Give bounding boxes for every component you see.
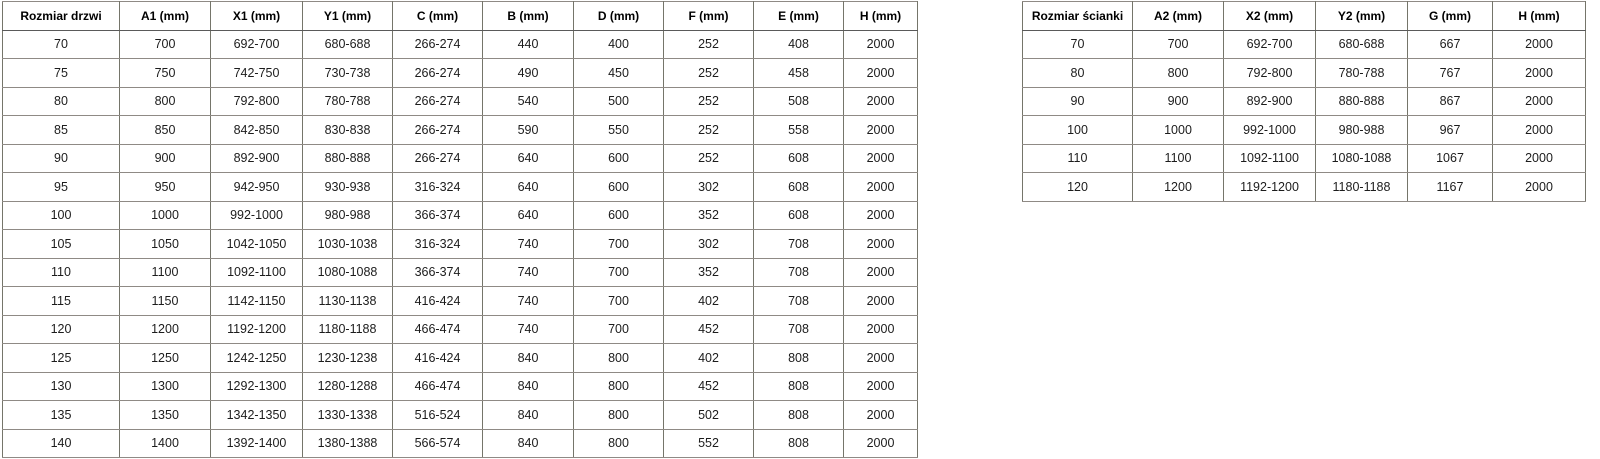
table-cell: 892-900 (1224, 87, 1316, 116)
table-cell: 808 (754, 401, 844, 430)
table-cell: 692-700 (1224, 30, 1316, 59)
table-cell: 452 (664, 372, 754, 401)
table-cell: 830-838 (303, 116, 393, 145)
doors-column-header: X1 (mm) (211, 2, 303, 31)
table-row (1023, 87, 1586, 116)
table-cell: 740 (483, 258, 574, 287)
table-cell: 600 (574, 144, 664, 173)
table-cell: 352 (664, 258, 754, 287)
table-cell: 1080-1088 (303, 258, 393, 287)
table-row (3, 173, 918, 202)
table-cell: 450 (574, 59, 664, 88)
table-cell: 1200 (1133, 173, 1224, 202)
table-cell: 1092-1100 (1224, 144, 1316, 173)
table-cell: 667 (1408, 30, 1493, 59)
table-cell: 780-788 (303, 87, 393, 116)
table-cell: 566-574 (393, 429, 483, 458)
table-cell: 1167 (1408, 173, 1493, 202)
table-cell: 708 (754, 287, 844, 316)
table-row (3, 59, 918, 88)
table-row (1023, 144, 1586, 173)
table-cell: 600 (574, 201, 664, 230)
table-cell: 1150 (120, 287, 211, 316)
table-cell: 2000 (844, 87, 918, 116)
doors-column-header: A1 (mm) (120, 2, 211, 31)
table-cell: 980-988 (303, 201, 393, 230)
doors-column-header: H (mm) (844, 2, 918, 31)
table-cell: 1192-1200 (211, 315, 303, 344)
table-cell: 266-274 (393, 59, 483, 88)
table-cell: 950 (120, 173, 211, 202)
table-cell: 2000 (844, 201, 918, 230)
walls-column-header: Y2 (mm) (1316, 2, 1408, 31)
table-cell: 90 (1023, 87, 1133, 116)
table-cell: 767 (1408, 59, 1493, 88)
table-cell: 75 (3, 59, 120, 88)
table-cell: 466-474 (393, 315, 483, 344)
table-cell: 2000 (844, 30, 918, 59)
table-cell: 900 (1133, 87, 1224, 116)
table-cell: 1000 (120, 201, 211, 230)
table-cell: 458 (754, 59, 844, 88)
table-cell: 1042-1050 (211, 230, 303, 259)
table-row (1023, 59, 1586, 88)
table-cell: 408 (754, 30, 844, 59)
table-cell: 842-850 (211, 116, 303, 145)
table-cell: 708 (754, 230, 844, 259)
table-cell: 1380-1388 (303, 429, 393, 458)
table-cell: 780-788 (1316, 59, 1408, 88)
table-cell: 1142-1150 (211, 287, 303, 316)
table-cell: 2000 (844, 59, 918, 88)
table-cell: 110 (3, 258, 120, 287)
doors-column-header: B (mm) (483, 2, 574, 31)
table-cell: 2000 (844, 173, 918, 202)
table-cell: 700 (574, 258, 664, 287)
table-cell: 742-750 (211, 59, 303, 88)
table-cell: 800 (120, 87, 211, 116)
table-cell: 692-700 (211, 30, 303, 59)
table-row (3, 429, 918, 458)
table-cell: 440 (483, 30, 574, 59)
table-cell: 640 (483, 144, 574, 173)
table-cell: 942-950 (211, 173, 303, 202)
table-cell: 115 (3, 287, 120, 316)
table-cell: 880-888 (303, 144, 393, 173)
table-cell: 558 (754, 116, 844, 145)
table-cell: 808 (754, 344, 844, 373)
table-cell: 700 (574, 315, 664, 344)
table-cell: 105 (3, 230, 120, 259)
table-cell: 1342-1350 (211, 401, 303, 430)
walls-column-header: Rozmiar ścianki (1023, 2, 1133, 31)
table-cell: 508 (754, 87, 844, 116)
table-cell: 800 (574, 401, 664, 430)
table-cell: 2000 (844, 344, 918, 373)
table-cell: 100 (1023, 116, 1133, 145)
table-cell: 130 (3, 372, 120, 401)
table-cell: 680-688 (1316, 30, 1408, 59)
table-cell: 700 (1133, 30, 1224, 59)
table-cell: 366-374 (393, 201, 483, 230)
table-cell: 266-274 (393, 144, 483, 173)
table-row (3, 30, 918, 59)
table-cell: 490 (483, 59, 574, 88)
table-cell: 800 (1133, 59, 1224, 88)
table-cell: 352 (664, 201, 754, 230)
table-cell: 740 (483, 315, 574, 344)
table-cell: 740 (483, 230, 574, 259)
table-cell: 740 (483, 287, 574, 316)
table-cell: 100 (3, 201, 120, 230)
table-cell: 135 (3, 401, 120, 430)
table-cell: 608 (754, 144, 844, 173)
table-cell: 1030-1038 (303, 230, 393, 259)
table-cell: 452 (664, 315, 754, 344)
table-cell: 2000 (1493, 116, 1586, 145)
table-cell: 252 (664, 59, 754, 88)
table-row (1023, 30, 1586, 59)
table-cell: 70 (1023, 30, 1133, 59)
table-cell: 416-424 (393, 287, 483, 316)
table-cell: 2000 (844, 372, 918, 401)
table-cell: 708 (754, 258, 844, 287)
walls-column-header: A2 (mm) (1133, 2, 1224, 31)
table-cell: 2000 (844, 429, 918, 458)
doors-header-row (3, 2, 918, 31)
table-cell: 1000 (1133, 116, 1224, 145)
table-cell: 400 (574, 30, 664, 59)
table-cell: 252 (664, 30, 754, 59)
table-cell: 980-988 (1316, 116, 1408, 145)
table-cell: 466-474 (393, 372, 483, 401)
table-cell: 120 (1023, 173, 1133, 202)
table-cell: 540 (483, 87, 574, 116)
table-cell: 1292-1300 (211, 372, 303, 401)
table-cell: 1230-1238 (303, 344, 393, 373)
table-cell: 680-688 (303, 30, 393, 59)
doors-column-header: Rozmiar drzwi (3, 2, 120, 31)
doors-column-header: F (mm) (664, 2, 754, 31)
table-row (3, 258, 918, 287)
table-cell: 1330-1338 (303, 401, 393, 430)
table-cell: 402 (664, 287, 754, 316)
table-cell: 840 (483, 429, 574, 458)
table-cell: 1067 (1408, 144, 1493, 173)
doors-column-header: Y1 (mm) (303, 2, 393, 31)
table-cell: 1400 (120, 429, 211, 458)
table-cell: 967 (1408, 116, 1493, 145)
table-cell: 1180-1188 (1316, 173, 1408, 202)
table-cell: 992-1000 (1224, 116, 1316, 145)
table-cell: 1300 (120, 372, 211, 401)
table-cell: 730-738 (303, 59, 393, 88)
table-cell: 1100 (1133, 144, 1224, 173)
table-cell: 2000 (844, 315, 918, 344)
table-cell: 700 (120, 30, 211, 59)
doors-column-header: E (mm) (754, 2, 844, 31)
table-cell: 1250 (120, 344, 211, 373)
table-cell: 140 (3, 429, 120, 458)
table-cell: 2000 (1493, 87, 1586, 116)
table-cell: 700 (574, 230, 664, 259)
table-cell: 120 (3, 315, 120, 344)
walls-column-header: G (mm) (1408, 2, 1493, 31)
table-cell: 125 (3, 344, 120, 373)
table-cell: 252 (664, 116, 754, 145)
table-cell: 808 (754, 429, 844, 458)
table-cell: 502 (664, 401, 754, 430)
table-cell: 2000 (844, 401, 918, 430)
table-cell: 608 (754, 173, 844, 202)
table-cell: 840 (483, 372, 574, 401)
table-cell: 808 (754, 372, 844, 401)
walls-header-row (1023, 2, 1586, 31)
table-cell: 1350 (120, 401, 211, 430)
table-cell: 70 (3, 30, 120, 59)
table-cell: 800 (574, 429, 664, 458)
doors-column-header: D (mm) (574, 2, 664, 31)
table-cell: 95 (3, 173, 120, 202)
table-row (3, 372, 918, 401)
table-cell: 316-324 (393, 230, 483, 259)
table-cell: 608 (754, 201, 844, 230)
table-cell: 1392-1400 (211, 429, 303, 458)
table-row (3, 344, 918, 373)
table-cell: 2000 (1493, 144, 1586, 173)
table-cell: 1092-1100 (211, 258, 303, 287)
table-cell: 708 (754, 315, 844, 344)
table-cell: 892-900 (211, 144, 303, 173)
table-cell: 302 (664, 173, 754, 202)
table-cell: 840 (483, 344, 574, 373)
table-cell: 1192-1200 (1224, 173, 1316, 202)
wall-sizes-table (1022, 1, 1586, 202)
table-cell: 2000 (844, 287, 918, 316)
table-cell: 316-324 (393, 173, 483, 202)
table-cell: 2000 (1493, 30, 1586, 59)
table-cell: 1180-1188 (303, 315, 393, 344)
table-cell: 1100 (120, 258, 211, 287)
table-cell: 1242-1250 (211, 344, 303, 373)
walls-column-header: X2 (mm) (1224, 2, 1316, 31)
table-cell: 402 (664, 344, 754, 373)
table-cell: 80 (1023, 59, 1133, 88)
table-row (3, 144, 918, 173)
table-cell: 880-888 (1316, 87, 1408, 116)
table-cell: 2000 (844, 258, 918, 287)
table-row (1023, 116, 1586, 145)
table-cell: 1200 (120, 315, 211, 344)
table-cell: 552 (664, 429, 754, 458)
table-cell: 2000 (844, 230, 918, 259)
table-cell: 90 (3, 144, 120, 173)
table-cell: 640 (483, 201, 574, 230)
table-cell: 500 (574, 87, 664, 116)
table-row (3, 401, 918, 430)
table-cell: 800 (574, 344, 664, 373)
table-cell: 1130-1138 (303, 287, 393, 316)
table-cell: 2000 (844, 144, 918, 173)
table-cell: 416-424 (393, 344, 483, 373)
table-row (3, 201, 918, 230)
table-cell: 640 (483, 173, 574, 202)
table-cell: 750 (120, 59, 211, 88)
table-cell: 800 (574, 372, 664, 401)
doors-column-header: C (mm) (393, 2, 483, 31)
table-cell: 302 (664, 230, 754, 259)
table-cell: 850 (120, 116, 211, 145)
table-cell: 516-524 (393, 401, 483, 430)
table-cell: 2000 (1493, 173, 1586, 202)
table-cell: 867 (1408, 87, 1493, 116)
table-cell: 1050 (120, 230, 211, 259)
table-row (3, 230, 918, 259)
table-cell: 85 (3, 116, 120, 145)
table-cell: 252 (664, 87, 754, 116)
table-row (3, 315, 918, 344)
table-cell: 600 (574, 173, 664, 202)
table-cell: 1080-1088 (1316, 144, 1408, 173)
walls-column-header: H (mm) (1493, 2, 1586, 31)
table-cell: 266-274 (393, 87, 483, 116)
table-cell: 792-800 (1224, 59, 1316, 88)
table-cell: 110 (1023, 144, 1133, 173)
table-cell: 930-938 (303, 173, 393, 202)
table-cell: 252 (664, 144, 754, 173)
table-cell: 992-1000 (211, 201, 303, 230)
table-cell: 80 (3, 87, 120, 116)
table-cell: 792-800 (211, 87, 303, 116)
table-cell: 840 (483, 401, 574, 430)
table-cell: 2000 (1493, 59, 1586, 88)
table-cell: 700 (574, 287, 664, 316)
table-cell: 900 (120, 144, 211, 173)
table-cell: 550 (574, 116, 664, 145)
table-row (1023, 173, 1586, 202)
table-row (3, 116, 918, 145)
table-cell: 266-274 (393, 30, 483, 59)
table-cell: 590 (483, 116, 574, 145)
table-cell: 366-374 (393, 258, 483, 287)
table-row (3, 287, 918, 316)
table-row (3, 87, 918, 116)
table-cell: 2000 (844, 116, 918, 145)
table-cell: 1280-1288 (303, 372, 393, 401)
table-cell: 266-274 (393, 116, 483, 145)
door-sizes-table (2, 1, 918, 458)
